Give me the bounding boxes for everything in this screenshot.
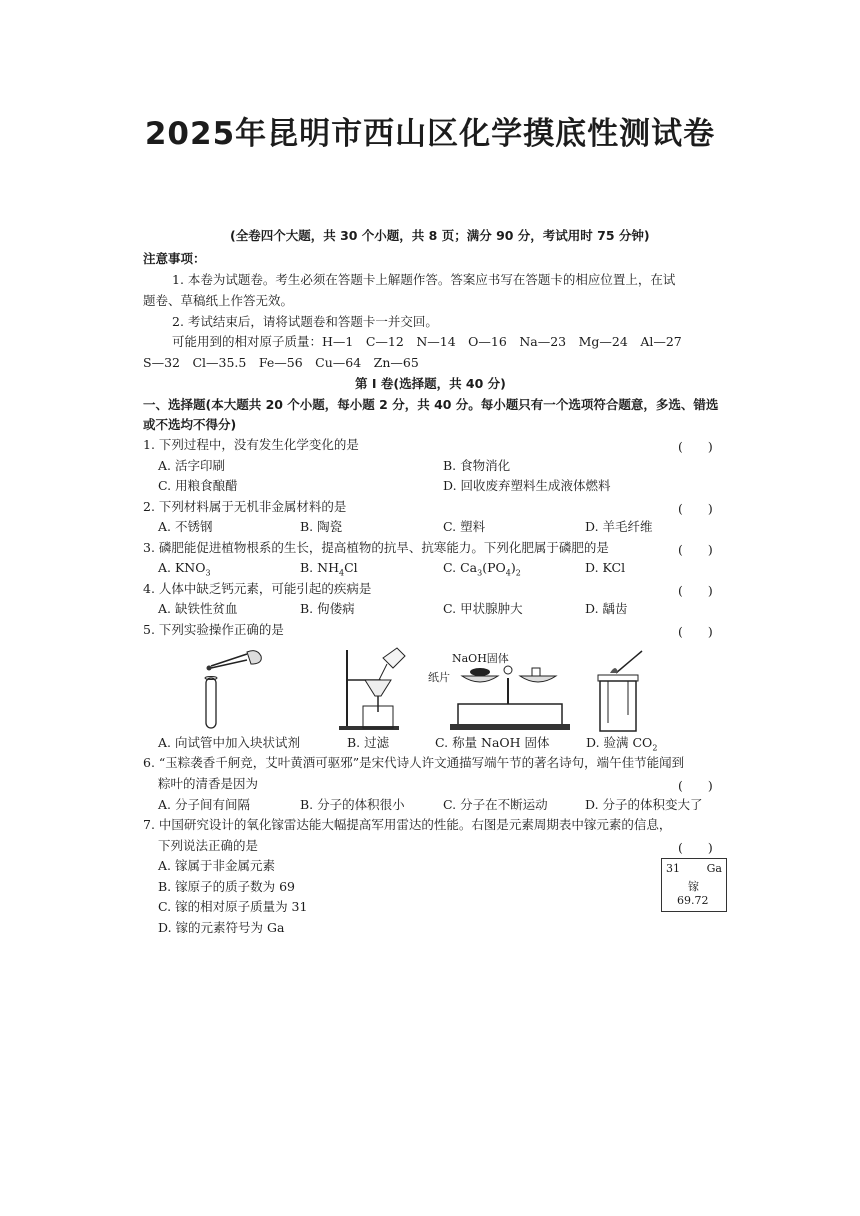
q1-option-d: D. 回收废弃塑料生成液体燃料: [443, 478, 611, 493]
answer-bracket: ( ): [678, 624, 713, 639]
question-6-stem: 6. “玉粽袭香千舸竞，艾叶黄酒可驱邪”是宋代诗人许文通描写端午节的著名诗句，端午佳节能闻到: [143, 755, 685, 770]
question-2-stem: 2. 下列材料属于无机非金属材料的是: [143, 499, 347, 514]
q3-option-d: D. KCl: [585, 560, 626, 575]
atomic-mass-line-1: 可能用到的相对原子质量：H—1 C—12 N—14 O—16 Na—23 Mg—24 Al—27: [172, 334, 682, 349]
q3-option-c: C. $Ca_3(PO_4)_2$: [443, 560, 521, 578]
q2-option-d: D. 羊毛纤维: [585, 519, 653, 534]
q7-option-a: A. 镓属于非金属元素: [158, 858, 275, 873]
element-symbol: Ga: [706, 862, 722, 875]
q7-option-c: C. 镓的相对原子质量为 31: [158, 899, 308, 914]
q7-option-d: D. 镓的元素符号为 Ga: [158, 920, 285, 935]
q5-option-a: A. 向试管中加入块状试剂: [158, 735, 300, 750]
q1-option-a: A. 活字印刷: [158, 458, 225, 473]
notes-item-1: 1. 本卷为试题卷。考生必须在答题卡上解题作答。答案应书写在答题卡的相应位置上，在试: [172, 272, 676, 287]
section-title: 第 Ⅰ 卷(选择题，共 40 分): [355, 376, 506, 391]
question-4-stem: 4. 人体中缺乏钙元素，可能引起的疾病是: [143, 581, 372, 596]
q5-option-b: B. 过滤: [347, 735, 390, 750]
exam-info: (全卷四个大题，共 30 个小题，共 8 页；满分 90 分，考试用时 75 分钟): [230, 228, 650, 243]
answer-bracket: ( ): [678, 542, 713, 557]
q2-option-c: C. 塑料: [443, 519, 486, 534]
q6-option-d: D. 分子的体积变大了: [585, 797, 703, 812]
notes-heading: 注意事项：: [143, 251, 206, 266]
atomic-number: 31: [666, 862, 680, 875]
atomic-mass: 69.72: [677, 894, 709, 907]
q6-option-b: B. 分子的体积很小: [300, 797, 405, 812]
answer-bracket: ( ): [678, 439, 713, 454]
atomic-mass-line-2: S—32 Cl—35.5 Fe—56 Cu—64 Zn—65: [143, 355, 419, 370]
answer-bracket: ( ): [678, 840, 713, 855]
naoh-label: NaOH固体: [452, 652, 509, 665]
q2-option-a: A. 不锈钢: [158, 519, 213, 534]
q5-option-c: C. 称量 NaOH 固体: [435, 735, 550, 750]
answer-bracket: ( ): [678, 583, 713, 598]
part1-heading-cont: 或不选均不得分): [143, 417, 237, 432]
paper-label: 纸片: [428, 671, 450, 684]
q6-option-c: C. 分子在不断运动: [443, 797, 548, 812]
element-name: 镓: [688, 880, 699, 893]
question-5-stem: 5. 下列实验操作正确的是: [143, 622, 284, 637]
q1-option-b: B. 食物消化: [443, 458, 511, 473]
notes-item-2: 2. 考试结束后，请将试题卷和答题卡一并交回。: [172, 314, 438, 329]
question-7-stem-cont: 下列说法正确的是: [158, 838, 259, 853]
part1-heading: 一、选择题(本大题共 20 个小题，每小题 2 分，共 40 分。每小题只有一个选项符合题意，多选、错选: [143, 397, 719, 412]
q2-option-b: B. 陶瓷: [300, 519, 343, 534]
notes-item-1-cont: 题卷、草稿纸上作答无效。: [143, 293, 294, 308]
answer-bracket: ( ): [678, 501, 713, 516]
q1-option-c: C. 用粮食酿醋: [158, 478, 238, 493]
q4-option-d: D. 龋齿: [585, 601, 628, 616]
question-7-stem: 7. 中国研究设计的氧化镓雷达能大幅提高军用雷达的性能。右图是元素周期表中镓元素的信息，: [143, 817, 672, 832]
q5-option-d: D. 验满 $CO_2$: [586, 735, 658, 753]
filtration-figure: [335, 642, 415, 734]
test-tube-tweezers-figure: [195, 642, 275, 734]
q4-option-b: B. 佝偻病: [300, 601, 355, 616]
gas-bottle-figure: [590, 645, 660, 735]
q7-option-b: B. 镓原子的质子数为 69: [158, 879, 296, 894]
question-6-stem-cont: 粽叶的清香是因为: [158, 776, 259, 791]
q3-option-b: B. $NH_4Cl$: [300, 560, 358, 578]
question-3-stem: 3. 磷肥能促进植物根系的生长，提高植物的抗旱、抗寒能力。下列化肥属于磷肥的是: [143, 540, 609, 555]
periodic-table-cell: [661, 858, 727, 912]
q4-option-c: C. 甲状腺肿大: [443, 601, 523, 616]
q6-option-a: A. 分子间有间隔: [158, 797, 250, 812]
q4-option-a: A. 缺铁性贫血: [158, 601, 238, 616]
question-1-stem: 1. 下列过程中，没有发生化学变化的是: [143, 437, 359, 452]
page-title: 2025年昆明市西山区化学摸底性测试卷: [144, 116, 716, 152]
q3-option-a: A. $KNO_3$: [158, 560, 211, 578]
answer-bracket: ( ): [678, 778, 713, 793]
